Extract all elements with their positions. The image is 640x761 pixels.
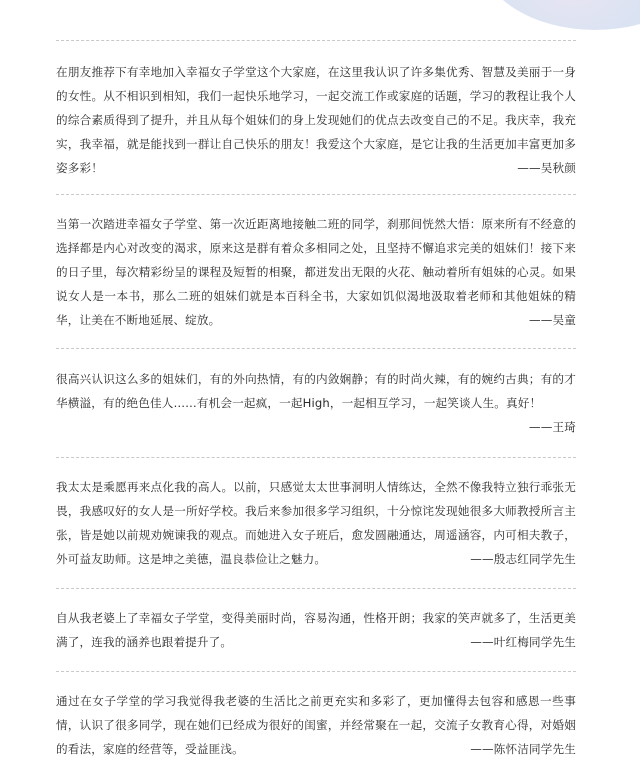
corner-decoration	[480, 0, 640, 30]
testimonial-item	[56, 589, 576, 671]
testimonial-text	[56, 475, 576, 571]
testimonial-author: ——吴童	[529, 313, 576, 327]
testimonial-author: ——叶红梅同学先生	[470, 635, 576, 649]
testimonial-body: 自从我老婆上了幸福女子学堂，变得美丽时尚，容易沟通，性格开朗；我家的笑声就多了，生活更美满了，连我的涵养也跟着提升了。	[56, 611, 576, 649]
testimonial-item	[56, 458, 576, 588]
testimonial-author: ——殷志红同学先生	[470, 552, 576, 566]
testimonial-list	[56, 40, 576, 761]
testimonial-text	[56, 367, 576, 439]
testimonial-body: 我太太是乘愿再来点化我的高人。以前，只感觉太太世事洞明人情练达，全然不像我特立独行乖张无畏，我感叹好的女人是一所好学校。我后来参加很多学习组织，十分惊诧发现她很多大师教授所言主张，皆是她以前规劝婉谏我的观点。而她进入女子班后，愈发圆融通达，周遥涵容，内可相夫教子，外可益友助师。这是坤之美德，温良恭俭让之魅力。	[56, 480, 576, 566]
testimonial-text	[56, 212, 576, 332]
testimonial-author: ——吴秋颜	[517, 161, 576, 175]
testimonial-text	[56, 60, 576, 180]
testimonial-body: 很高兴认识这么多的姐妹们，有的外向热情，有的内敛娴静；有的时尚火辣，有的婉约古典；有的才华横溢，有的绝色佳人……有机会一起疯，一起High，一起相互学习，一起笑谈人生。真好！	[56, 372, 576, 410]
testimonial-body: 当第一次踏进幸福女子学堂、第一次近距离地接触二班的同学，刹那间恍然大悟：原来所有不经意的选择都是内心对改变的渴求，原来这是群有着众多相同之处，且坚持不懈追求完美的姐妹们！接下来的日子里，每次精彩纷呈的课程及短暂的相聚，都迸发出无限的火花、触动着所有姐妹的心灵。如果说女人是一本书，那么二班的姐妹们就是本百科全书，大家如饥似渴地汲取着老师和其他姐妹的精华，让美在不断地延展、绽放。	[56, 217, 576, 327]
testimonial-text	[56, 606, 576, 654]
testimonial-item	[56, 195, 576, 348]
testimonial-text	[56, 689, 576, 761]
testimonial-item	[56, 349, 576, 457]
testimonial-author: ——陈怀洁同学先生	[470, 742, 576, 756]
testimonial-author: ——王琦	[529, 420, 576, 434]
testimonial-body: 在朋友推荐下有幸地加入幸福女子学堂这个大家庭，在这里我认识了许多集优秀、智慧及美丽于一身的女性。从不相识到相知，我们一起快乐地学习，一起交流工作或家庭的话题，学习的教程让我个人的综合素质得到了提升，并且从每个姐妹们的身上发现她们的优点去改变自己的不足。我庆幸，我充实，我幸福，就是能找到一群让自己快乐的朋友！我爱这个大家庭，是它让我的生活更加丰富更加多姿多彩！	[56, 65, 576, 175]
testimonial-body: 通过在女子学堂的学习我觉得我老婆的生活比之前更充实和多彩了，更加懂得去包容和感恩一些事情，认识了很多同学，现在她们已经成为很好的闺蜜，并经常聚在一起，交流子女教育心得，对婚姻的看法，家庭的经营等，受益匪浅。	[56, 694, 576, 756]
testimonial-item	[56, 41, 576, 194]
